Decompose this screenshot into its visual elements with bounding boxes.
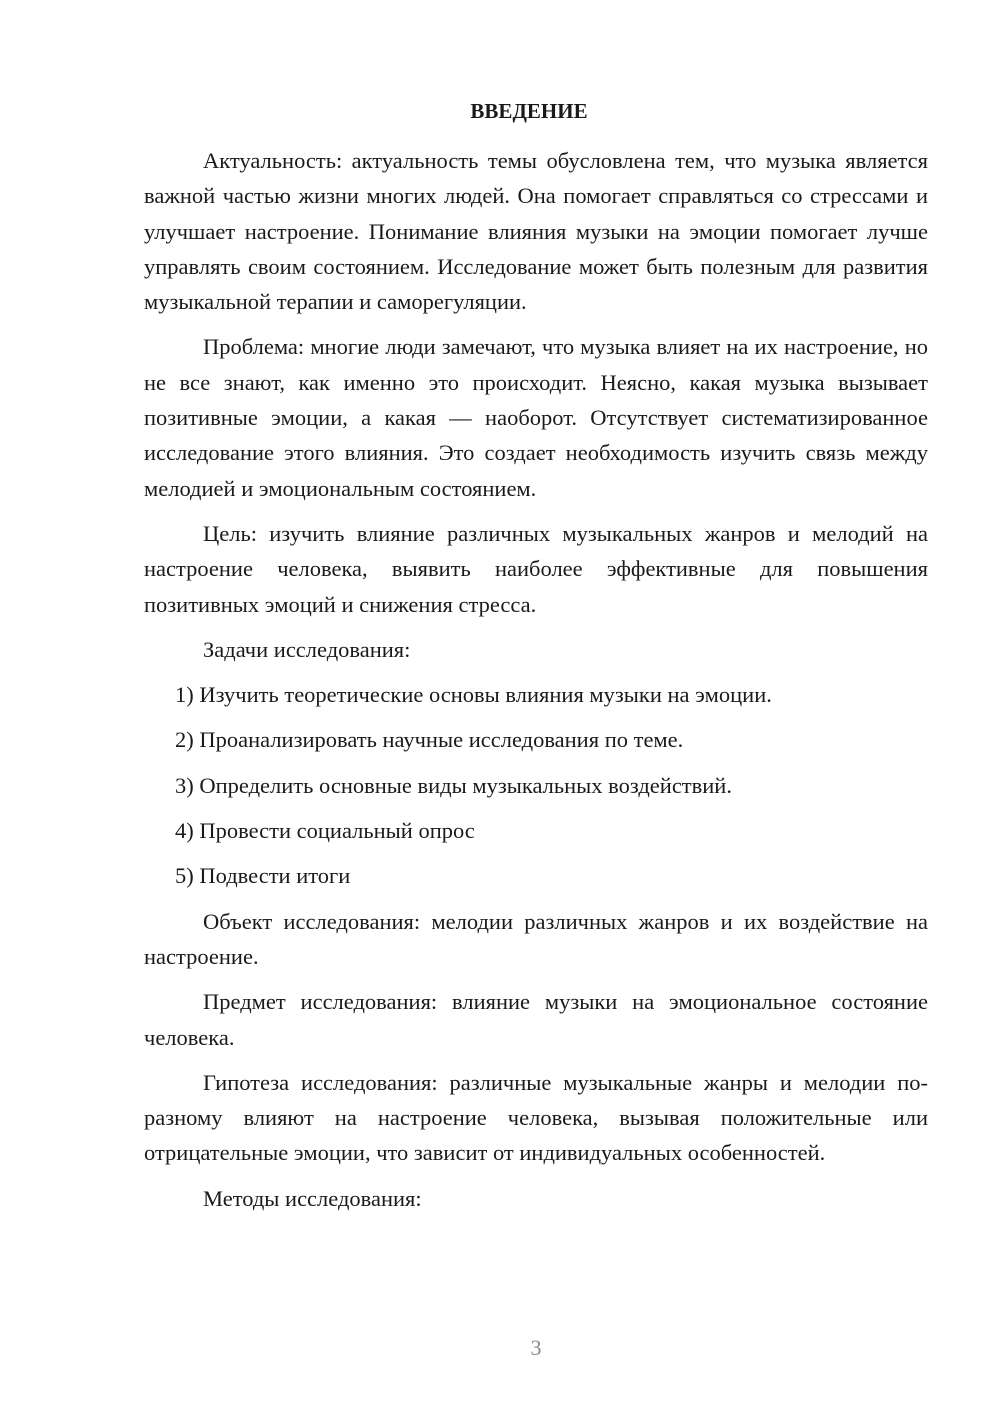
task-item-5: 5) Подвести итоги [175, 863, 351, 889]
task-item-4: 4) Провести социальный опрос [175, 818, 475, 844]
subject-paragraph: Предмет исследования: влияние музыки на эмоциональное состояние человека. [144, 989, 928, 1050]
task-item-1: 1) Изучить теоретические основы влияния музыки на эмоции. [175, 682, 772, 708]
problem-paragraph: Проблема: многие люди замечают, что музыка влияет на их настроение, но не все знают, как именно это происходит. Неясно, какая музыка вызывает позитивные эмоции, а какая — наоборот. Отсутствует систематизированное исследование этого влияния. Это создает необходимость изучить связь между мелодией и эмоциональным состоянием. [144, 334, 928, 501]
methods-heading: Методы исследования: [203, 1185, 422, 1211]
document-page [144, 94, 928, 1226]
tasks-heading: Задачи исследования: [203, 636, 411, 662]
task-item-3: 3) Определить основные виды музыкальных воздействий. [175, 772, 732, 798]
goal-paragraph: Цель: изучить влияние различных музыкальных жанров и мелодий на настроение человека, выявить наиболее эффективные для повышения позитивных эмоций и снижения стресса. [144, 520, 928, 617]
page-number: 3 [530, 1335, 542, 1360]
tasks-list [144, 677, 928, 893]
relevance-paragraph: Актуальность: актуальность темы обусловлена тем, что музыка является важной частью жизни многих людей. Она помогает справляться со стрессами и улучшает настроение. Понимание влияния музыки на эмоции помогает лучше управлять своим состоянием. Исследование может быть полезным для развития музыкальной терапии и саморегуляции. [144, 148, 928, 315]
hypothesis-paragraph: Гипотеза исследования: различные музыкальные жанры и мелодии по-разному влияют на настроение человека, вызывая положительные или отрицательные эмоции, что зависит от индивидуальных особенностей. [144, 1069, 928, 1166]
task-item-2: 2) Проанализировать научные исследования по теме. [175, 727, 684, 753]
object-paragraph: Объект исследования: мелодии различных жанров и их воздействие на настроение. [144, 908, 928, 969]
page-title: ВВЕДЕНИЕ [470, 99, 588, 123]
